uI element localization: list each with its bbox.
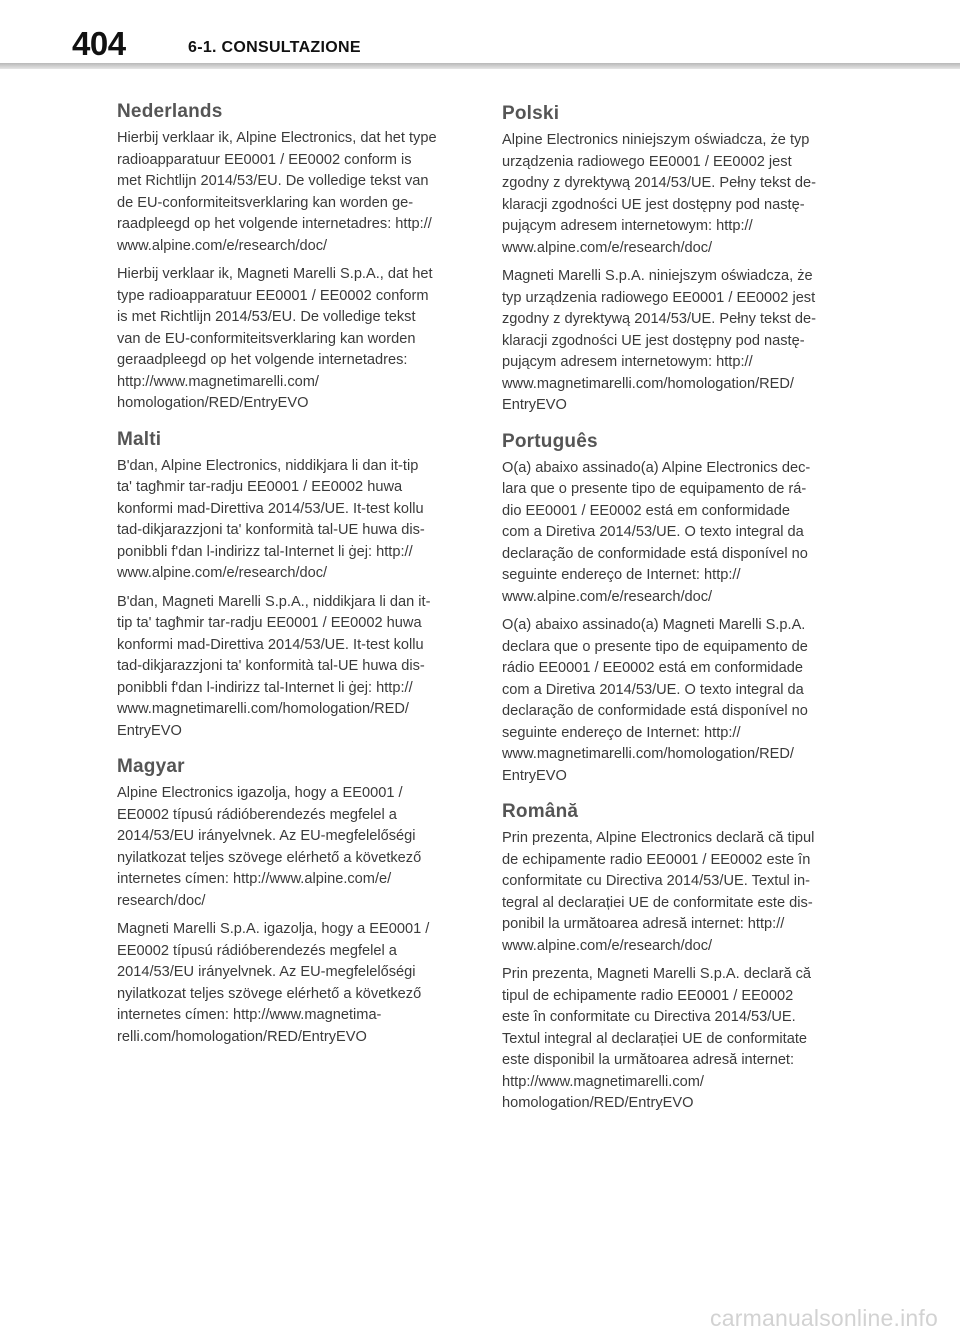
paragraph-line: typ urządzenia radiowego EE0001 / EE0002 jest	[502, 289, 816, 306]
section-title: 6-1. CONSULTAZIONE	[188, 39, 361, 56]
paragraph-line: EE0002 típusú rádióberendezés megfelel a	[117, 942, 397, 959]
language-heading: Polski	[502, 103, 560, 124]
paragraph-line: ponibbli f'dan l-indirizz tal-Internet li ġej: http://	[117, 679, 413, 696]
paragraph-line: Magneti Marelli S.p.A. niniejszym oświadcza, że	[502, 268, 813, 284]
language-heading: Português	[502, 430, 598, 452]
language-heading: Magyar	[117, 756, 185, 777]
paragraph-line: 2014/53/EU irányelvnek. Az EU-megfelelőségi	[117, 964, 416, 980]
paragraph-line: research/doc/	[117, 892, 206, 909]
paragraph-line: ponibbli f'dan l-indirizz tal-Internet li ġej: http://	[117, 543, 413, 560]
paragraph-line: O(a) abaixo assinado(a) Magneti Marelli S.p.A.	[502, 617, 806, 633]
paragraph-line: http://www.magnetimarelli.com/	[117, 373, 319, 390]
paragraph-line: nyilatkozat teljes szövege elérhető a következő	[117, 985, 422, 1002]
declaration-paragraph	[502, 615, 854, 787]
paragraph-line: este în conformitate cu Directiva 2014/53/UE.	[502, 1009, 796, 1025]
declaration-paragraph	[502, 266, 854, 417]
paragraph-line: com a Diretiva 2014/53/UE. O texto integral da	[502, 524, 804, 540]
paragraph-line: declaração de conformidade está disponível no	[502, 545, 808, 562]
paragraph-line: este disponibil la următoarea adresă internet:	[502, 1052, 795, 1068]
paragraph-line: com a Diretiva 2014/53/UE. O texto integral da	[502, 681, 804, 698]
paragraph-line: Hierbij verklaar ik, Alpine Electronics, dat het type	[117, 130, 437, 146]
paragraph-line: Magneti Marelli S.p.A. igazolja, hogy a EE0001 /	[117, 921, 430, 937]
paragraph-line: ta' tagħmir tar-radju EE0001 / EE0002 huwa	[117, 479, 403, 495]
paragraph-line: tipul de echipamente radio EE0001 / EE0002	[502, 987, 794, 1004]
paragraph-line: internetes címen: http://www.alpine.com/e/	[117, 871, 392, 887]
paragraph-line: http://www.magnetimarelli.com/	[502, 1073, 704, 1090]
paragraph-line: Textul integral al declarației UE de conformitate	[502, 1030, 808, 1047]
paragraph-line: rádio EE0001 / EE0002 está em conformidade	[502, 660, 803, 676]
paragraph-line: de EU-conformiteitsverklaring kan worden ge-	[117, 194, 414, 211]
paragraph-line: seguinte endereço de Internet: http://	[502, 567, 741, 583]
paragraph-line: raadpleegd op het volgende internetadres: http://	[117, 216, 432, 232]
paragraph-line: konformi mad-Direttiva 2014/53/UE. It-test kollu	[117, 500, 424, 517]
paragraph-line: seguinte endereço de Internet: http://	[502, 724, 741, 741]
paragraph-line: www.magnetimarelli.com/homologation/RED/	[502, 375, 794, 392]
paragraph-line: Alpine Electronics igazolja, hogy a EE0001 /	[117, 785, 403, 801]
paragraph-line: www.alpine.com/e/research/doc/	[502, 588, 713, 605]
paragraph-line: radioapparatuur EE0001 / EE0002 conform is	[117, 151, 412, 168]
paragraph-line: conformitate cu Directiva 2014/53/UE. Textul in-	[502, 873, 810, 889]
language-section-magyar	[117, 755, 469, 1048]
language-section-malti	[117, 428, 469, 743]
declaration-paragraph	[502, 458, 854, 609]
language-section-portugues	[502, 430, 854, 788]
declaration-paragraph	[117, 128, 469, 257]
paragraph-line: Alpine Electronics niniejszym oświadcza, że typ	[502, 132, 810, 148]
paragraph-line: declaração de conformidade está disponível no	[502, 703, 808, 719]
paragraph-line: www.alpine.com/e/research/doc/	[502, 239, 713, 256]
paragraph-line: EntryEVO	[117, 722, 182, 739]
paragraph-line: Prin prezenta, Alpine Electronics declară că tipul	[502, 830, 815, 846]
paragraph-line: met Richtlijn 2014/53/EU. De volledige tekst van	[117, 173, 429, 189]
paragraph-line: lara que o presente tipo de equipamento de rá-	[502, 481, 807, 497]
language-heading: Nederlands	[117, 101, 223, 122]
paragraph-line: O(a) abaixo assinado(a) Alpine Electronics dec-	[502, 459, 811, 476]
paragraph-line: EE0002 típusú rádióberendezés megfelel a	[117, 806, 397, 823]
paragraph-line: www.alpine.com/e/research/doc/	[117, 565, 328, 581]
paragraph-line: ponibil la următoarea adresă internet: http://	[502, 916, 785, 932]
paragraph-line: www.magnetimarelli.com/homologation/RED/	[502, 746, 794, 762]
language-heading: Română	[502, 801, 579, 822]
right-column	[502, 102, 854, 1128]
paragraph-line: www.magnetimarelli.com/homologation/RED/	[117, 701, 409, 717]
paragraph-line: www.alpine.com/e/research/doc/	[502, 937, 713, 954]
language-section-polski	[502, 102, 854, 417]
paragraph-line: tegral al declarației UE de conformitate este dis-	[502, 894, 813, 911]
paragraph-line: geraadpleegd op het volgende internetadres:	[117, 352, 408, 368]
declaration-paragraph	[117, 592, 469, 743]
language-section-nederlands	[117, 100, 469, 415]
language-heading: Malti	[117, 428, 162, 450]
paragraph-line: EntryEVO	[502, 397, 567, 413]
paragraph-line: van de EU-conformiteitsverklaring kan worden	[117, 330, 416, 347]
paragraph-line: is met Richtlijn 2014/53/EU. De volledige tekst	[117, 309, 416, 325]
declaration-paragraph	[502, 964, 854, 1115]
paragraph-line: B'dan, Magneti Marelli S.p.A., niddikjara li dan it-	[117, 593, 431, 610]
paragraph-line: tad-dikjarazzjoni ta' konformità tal-UE huwa dis-	[117, 522, 425, 538]
paragraph-line: pującym adresem internetowym: http://	[502, 354, 753, 370]
paragraph-line: zgodny z dyrektywą 2014/53/UE. Pełny tekst de-	[502, 175, 816, 191]
paragraph-line: de echipamente radio EE0001 / EE0002 este în	[502, 851, 811, 868]
paragraph-line: B'dan, Alpine Electronics, niddikjara li dan it-tip	[117, 457, 419, 474]
paragraph-line: type radioapparatuur EE0001 / EE0002 conform	[117, 287, 429, 304]
paragraph-line: konformi mad-Direttiva 2014/53/UE. It-test kollu	[117, 636, 424, 653]
page-number: 404	[72, 25, 126, 62]
paragraph-line: Hierbij verklaar ik, Magneti Marelli S.p.A., dat het	[117, 266, 433, 282]
paragraph-line: nyilatkozat teljes szövege elérhető a következő	[117, 849, 422, 866]
declaration-paragraph	[502, 130, 854, 259]
language-section-romana	[502, 800, 854, 1115]
paragraph-line: tad-dikjarazzjoni ta' konformità tal-UE huwa dis-	[117, 658, 425, 674]
paragraph-line: www.alpine.com/e/research/doc/	[117, 237, 328, 254]
left-column	[117, 100, 469, 1061]
declaration-paragraph	[117, 919, 469, 1048]
paragraph-line: zgodny z dyrektywą 2014/53/UE. Pełny tekst de-	[502, 311, 816, 327]
paragraph-line: declara que o presente tipo de equipamento de	[502, 638, 808, 655]
page-header	[0, 0, 960, 72]
declaration-paragraph	[117, 456, 469, 585]
paragraph-line: Prin prezenta, Magneti Marelli S.p.A. declară că	[502, 966, 812, 982]
paragraph-line: tip ta' tagħmir tar-radju EE0001 / EE0002 huwa	[117, 615, 422, 631]
paragraph-line: pującym adresem internetowym: http://	[502, 218, 753, 234]
watermark: carmanualsonline.info	[710, 1305, 938, 1331]
declaration-paragraph	[117, 783, 469, 912]
paragraph-line: 2014/53/EU irányelvnek. Az EU-megfelelőségi	[117, 828, 416, 844]
paragraph-line: dio EE0001 / EE0002 está em conformidade	[502, 502, 791, 519]
declaration-paragraph	[502, 828, 854, 957]
paragraph-line: klaracji zgodności UE jest dostępny pod nastę-	[502, 332, 805, 349]
paragraph-line: EntryEVO	[502, 767, 567, 784]
paragraph-line: homologation/RED/EntryEVO	[117, 395, 309, 411]
paragraph-line: internetes címen: http://www.magnetima-	[117, 1007, 382, 1023]
declaration-paragraph	[117, 264, 469, 415]
paragraph-line: klaracji zgodności UE jest dostępny pod nastę-	[502, 196, 805, 213]
paragraph-line: relli.com/homologation/RED/EntryEVO	[117, 1028, 367, 1045]
paragraph-line: homologation/RED/EntryEVO	[502, 1095, 694, 1111]
header-divider	[0, 63, 960, 69]
paragraph-line: urządzenia radiowego EE0001 / EE0002 jest	[502, 153, 792, 170]
